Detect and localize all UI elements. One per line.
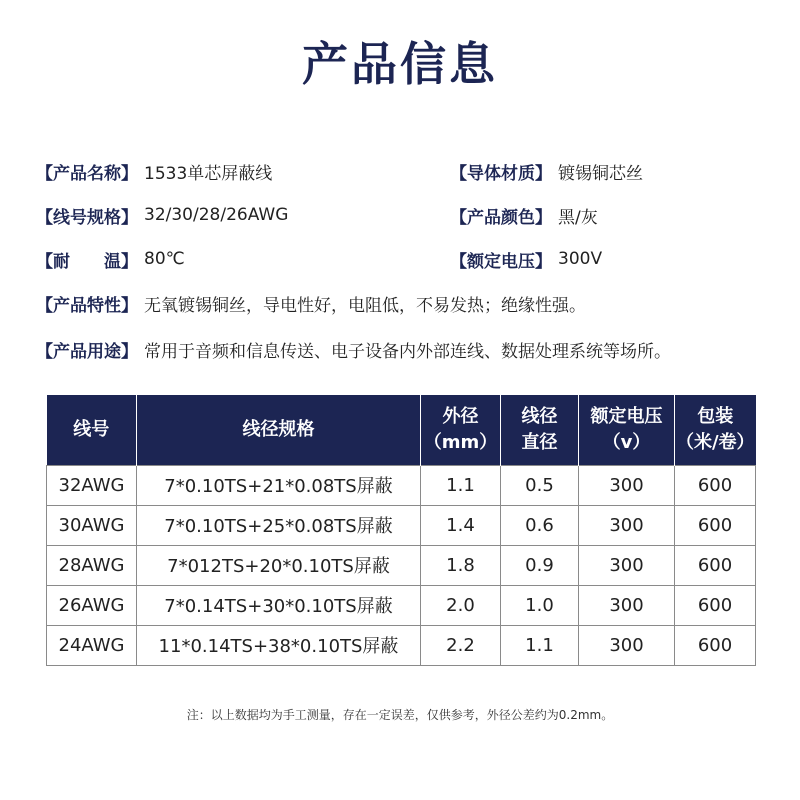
cell-voltage: 300	[579, 505, 675, 545]
spec-color	[450, 199, 598, 231]
cell-outer-diameter: 2.0	[421, 585, 501, 625]
cell-spec: 7*0.10TS+21*0.08TS屏蔽	[137, 465, 421, 505]
spec-gauge	[36, 199, 288, 231]
header-packaging: 包装 （米/卷）	[675, 395, 756, 465]
spec-usage	[36, 333, 671, 365]
cell-outer-diameter: 1.8	[421, 545, 501, 585]
spec-table	[46, 395, 755, 666]
cell-packaging: 600	[675, 625, 756, 665]
cell-spec: 7*0.10TS+25*0.08TS屏蔽	[137, 505, 421, 545]
spec-value: 32/30/28/26AWG	[144, 205, 289, 225]
cell-voltage: 300	[579, 465, 675, 505]
cell-packaging: 600	[675, 505, 756, 545]
header-wire-spec: 线径规格	[137, 395, 421, 465]
cell-outer-diameter: 2.2	[421, 625, 501, 665]
cell-gauge: 32AWG	[47, 465, 137, 505]
spec-conductor	[450, 155, 643, 187]
header-outer-diameter: 外径 （mm）	[421, 395, 501, 465]
cell-gauge: 26AWG	[47, 585, 137, 625]
spec-value: 无氧镀锡铜丝，导电性好，电阻低，不易发热；绝缘性强。	[144, 295, 586, 316]
cell-wire-diameter: 0.9	[501, 545, 579, 585]
header-rated-voltage: 额定电压 （v）	[579, 395, 675, 465]
cell-packaging: 600	[675, 545, 756, 585]
spec-label: 【产品用途】	[36, 341, 138, 362]
table-header-row	[47, 395, 756, 465]
cell-wire-diameter: 0.6	[501, 505, 579, 545]
cell-wire-diameter: 0.5	[501, 465, 579, 505]
cell-wire-diameter: 1.0	[501, 585, 579, 625]
spec-value: 300V	[558, 249, 603, 269]
spec-value: 常用于音频和信息传送、电子设备内外部连线、数据处理系统等场所。	[144, 341, 671, 362]
cell-packaging: 600	[675, 465, 756, 505]
cell-voltage: 300	[579, 585, 675, 625]
cell-voltage: 300	[579, 625, 675, 665]
header-gauge: 线号	[47, 395, 137, 465]
table-row	[47, 465, 756, 505]
spec-label: 【额定电压】	[450, 251, 552, 272]
cell-spec: 7*0.14TS+30*0.10TS屏蔽	[137, 585, 421, 625]
cell-wire-diameter: 1.1	[501, 625, 579, 665]
cell-packaging: 600	[675, 585, 756, 625]
spec-voltage	[450, 243, 602, 275]
spec-label: 【耐 温】	[36, 251, 138, 272]
spec-temperature	[36, 243, 185, 275]
spec-value: 黑/灰	[558, 207, 598, 228]
spec-value: 镀锡铜芯丝	[558, 163, 643, 184]
page-title: 产品信息	[302, 37, 498, 91]
table-row	[47, 625, 756, 665]
footnote: 注：以上数据均为手工测量，存在一定误差，仅供参考，外径公差约为0.2mm。	[186, 708, 614, 722]
spec-label: 【导体材质】	[450, 163, 552, 184]
cell-gauge: 24AWG	[47, 625, 137, 665]
table-row	[47, 545, 756, 585]
spec-value: 1533单芯屏蔽线	[144, 163, 273, 184]
cell-gauge: 28AWG	[47, 545, 137, 585]
cell-gauge: 30AWG	[47, 505, 137, 545]
cell-spec: 11*0.14TS+38*0.10TS屏蔽	[137, 625, 421, 665]
cell-spec: 7*012TS+20*0.10TS屏蔽	[137, 545, 421, 585]
spec-product-name	[36, 155, 272, 187]
spec-label: 【产品特性】	[36, 295, 138, 316]
cell-voltage: 300	[579, 545, 675, 585]
header-wire-diameter: 线径 直径	[501, 395, 579, 465]
spec-label: 【产品颜色】	[450, 207, 552, 228]
spec-features	[36, 287, 586, 319]
cell-outer-diameter: 1.4	[421, 505, 501, 545]
spec-label: 【产品名称】	[36, 163, 138, 184]
table-row	[47, 505, 756, 545]
cell-outer-diameter: 1.1	[421, 465, 501, 505]
spec-value: 80℃	[144, 249, 185, 269]
table-row	[47, 585, 756, 625]
spec-label: 【线号规格】	[36, 207, 138, 228]
